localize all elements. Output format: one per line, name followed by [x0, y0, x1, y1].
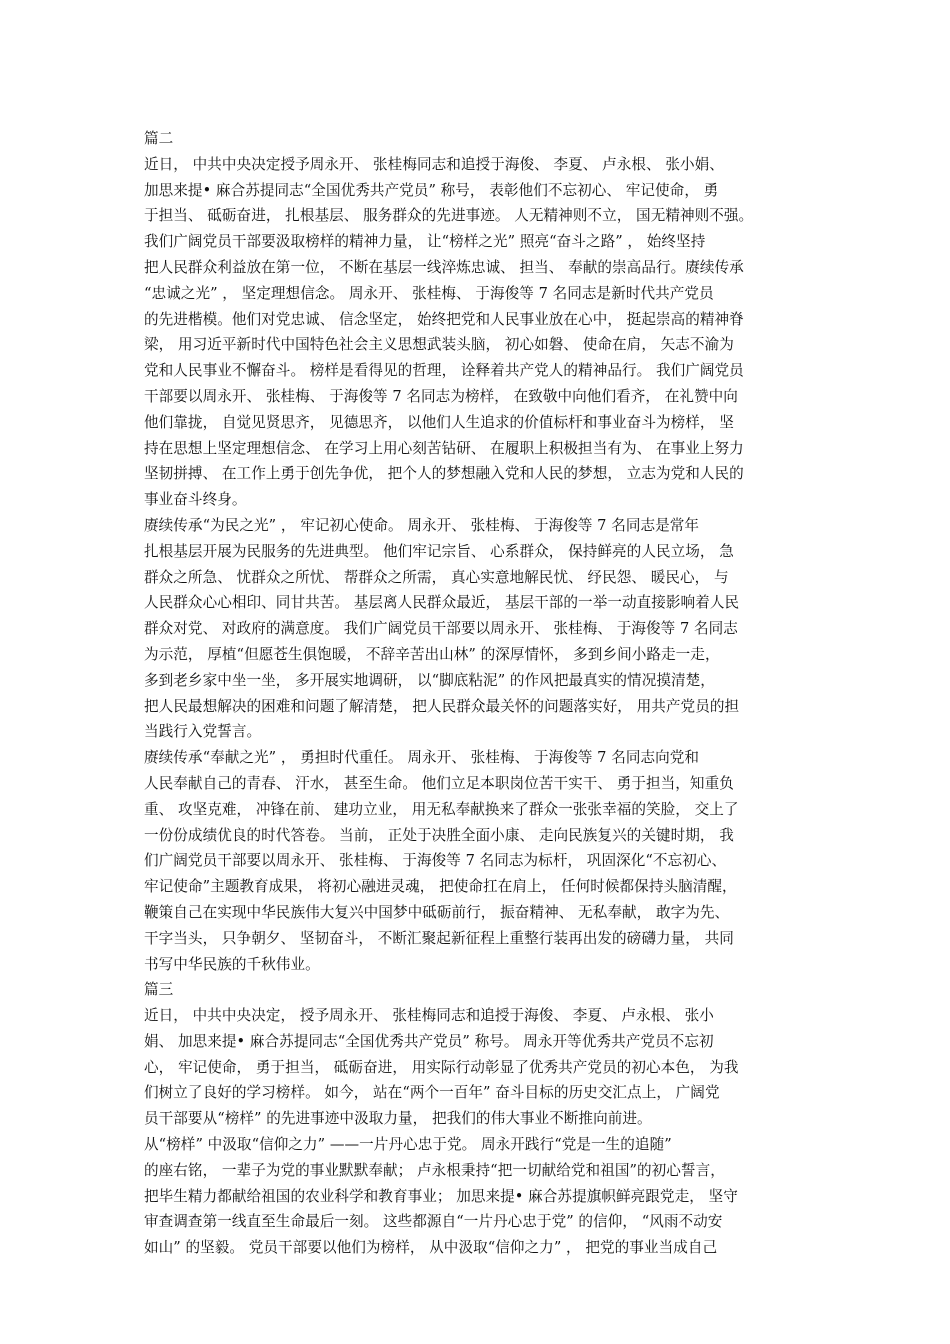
text-line: “忠诚之光” ， 坚定理想信念。 周永开、 张桂梅、 于海俊等 7 名同志是新时代共产党员 — [144, 284, 714, 302]
text-line: 牢记使命”主题教育成果， 将初心融进灵魂， 把使命扛在肩上， 任何时候都保持头脑清醒， — [144, 878, 737, 896]
text-line: 重、 攻坚克难， 冲锋在前、 建功立业， 用无私奉献换来了群众一张张幸福的笑脸， 交上了 — [144, 800, 739, 818]
text-line: 梁， 用习近平新时代中国特色社会主义思想武装头脑， 初心如磐、 使命在肩， 矢志不渝为 — [144, 336, 734, 354]
text-line: 书写中华民族的千秋伟业。 — [144, 955, 320, 973]
text-line: 篇三 — [144, 981, 174, 999]
text-line: 的先进楷模。他们对党忠诚、 信念坚定， 始终把党和人民事业放在心中， 挺起崇高的精神脊 — [144, 310, 744, 328]
text-line: 为示范， 厚植“但愿苍生俱饱暖， 不辞辛苦出山林” 的深厚情怀， 多到乡间小路走一走， — [144, 645, 720, 663]
text-line: 如山” 的坚毅。 党员干部要以他们为榜样， 从中汲取“信仰之力” ， 把党的事业当成自己 — [144, 1239, 718, 1257]
text-line: 把毕生精力都献给祖国的农业科学和教育事业； 加思来提• 麻合苏提旗帜鲜亮跟党走， 坚守 — [144, 1187, 738, 1205]
text-line: 从“榜样” 中汲取“信仰之力” ——一片丹心忠于党。 周永开践行“党是一生的追随” — [144, 1136, 672, 1154]
text-line: 赓续传承“奉献之光” ， 勇担时代重任。 周永开、 张桂梅、 于海俊等 7 名同志向党和 — [144, 749, 700, 767]
text-line: 人民奉献自己的青春、 汗水， 甚至生命。 他们立足本职岗位苦干实干、 勇于担当，知重负 — [144, 774, 734, 792]
text-line: 人民群众心心相印、同甘共苦。 基层离人民群众最近， 基层干部的一举一动直接影响着人民 — [144, 594, 740, 612]
text-line: 们广阔党员干部要以周永开、 张桂梅、 于海俊等 7 名同志为标杆， 巩固深化“不忘初心、 — [144, 852, 727, 870]
text-line: 群众之所急、 忧群众之所忧、 帮群众之所需， 真心实意地解民忧、 纾民怨、 暖民心， 与 — [144, 568, 729, 586]
text-line: 持在思想上坚定理想信念、 在学习上用心刻苦钻研、 在履职上积极担当有为、 在事业上努力 — [144, 439, 744, 457]
text-line: 篇二 — [144, 130, 174, 147]
text-line: 鞭策自己在实现中华民族伟大复兴中国梦中砥砺前行， 振奋精神、 无私奉献， 敢字为先、 — [144, 903, 730, 921]
text-line: 近日， 中共中央决定， 授予周永开、 张桂梅同志和追授于海俊、 李夏、 卢永根、 张小 — [144, 1007, 714, 1025]
text-line: 审查调查第一线直至生命最后一刻。 这些都源自“一片丹心忠于党” 的信仰， “风雨不动安 — [144, 1213, 723, 1231]
text-line: 近日， 中共中央决定授予周永开、 张桂梅同志和追授于海俊、 李夏、 卢永根、 张小娟、 — [144, 155, 724, 173]
text-line: 他们靠拢， 自觉见贤思齐， 见德思齐， 以他们人生追求的价值标杆和事业奋斗为榜样， 坚 — [144, 413, 734, 431]
text-line: 坚韧拼搏、 在工作上勇于创先争优， 把个人的梦想融入党和人民的梦想， 立志为党和人民的 — [144, 465, 744, 483]
text-line: 干部要以周永开、 张桂梅、 于海俊等 7 名同志为榜样， 在致敬中向他们看齐， 在礼赞中向 — [144, 387, 738, 405]
text-line: 扎根基层开展为民服务的先进典型。 他们牢记宗旨、 心系群众， 保持鲜亮的人民立场， 急 — [144, 542, 734, 560]
text-line: 当践行入党誓言。 — [144, 723, 262, 741]
document-body — [144, 126, 824, 1261]
text-line: 多到老乡家中坐一坐， 多开展实地调研， 以“脚底粘泥” 的作风把最真实的情况摸清楚， — [144, 671, 715, 689]
text-line: 干字当头， 只争朝夕、 坚韧奋斗， 不断汇聚起新征程上重整行装再出发的磅礴力量， 共同 — [144, 929, 734, 947]
text-line: 把人民群众利益放在第一位， 不断在基层一线淬炼忠诚、 担当、 奉献的崇高品行。赓续传承 — [144, 258, 744, 276]
text-line: 党和人民事业不懈奋斗。 榜样是看得见的哲理， 诠释着共产党人的精神品行。 我们广阔党员 — [144, 362, 744, 380]
text-line: 我们广阔党员干部要汲取榜样的精神力量， 让“榜样之光” 照亮“奋斗之路” ， 始终坚持 — [144, 233, 706, 251]
text-line: 娟、 加思来提• 麻合苏提同志“全国优秀共产党员” 称号。 周永开等优秀共产党员不忘初 — [144, 1032, 714, 1050]
text-line: 们树立了良好的学习榜样。 如今， 站在“两个一百年” 奋斗目标的历史交汇点上， 广阔党 — [144, 1084, 720, 1102]
text-line: 群众对党、 对政府的满意度。 我们广阔党员干部要以周永开、 张桂梅、 于海俊等 7 名同志 — [144, 620, 738, 638]
text-line: 加思来提• 麻合苏提同志“全国优秀共产党员” 称号， 表彰他们不忘初心、 牢记使命， 勇 — [144, 181, 719, 199]
text-line: 心， 牢记使命， 勇于担当， 砥砺奋进， 用实际行动彰显了优秀共产党员的初心本色， 为我 — [144, 1058, 739, 1076]
text-line: 的座右铭， 一辈子为党的事业默默奉献； 卢永根秉持“把一切献给党和祖国”的初心誓言， — [144, 1161, 725, 1179]
text-line: 一份份成绩优良的时代答卷。 当前， 正处于决胜全面小康、 走向民族复兴的关键时期， 我 — [144, 826, 734, 844]
text-line: 把人民最想解决的困难和问题了解清楚， 把人民群众最关怀的问题落实好， 用共产党员的担 — [144, 697, 740, 715]
text-line: 于担当、 砥砺奋进， 扎根基层、 服务群众的先进事迹。 人无精神则不立， 国无精神则不强。 — [144, 207, 754, 225]
text-line: 员干部要从“榜样” 的先进事迹中汲取力量， 把我们的伟大事业不断推向前进。 — [144, 1110, 652, 1128]
text-line: 事业奋斗终身。 — [144, 491, 247, 509]
text-line: 赓续传承“为民之光” ， 牢记初心使命。 周永开、 张桂梅、 于海俊等 7 名同志是常年 — [144, 516, 700, 534]
